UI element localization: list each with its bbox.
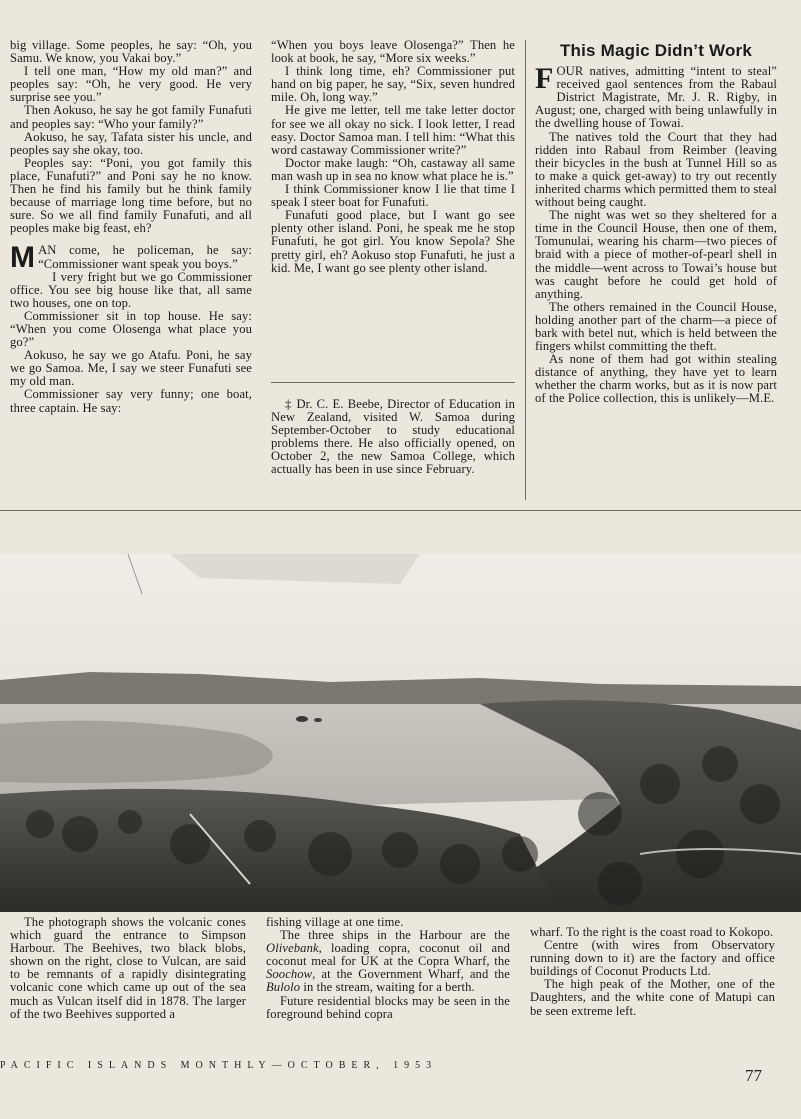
paragraph: The natives told the Court that they had ridden into Rabaul from Reimber (leaving their bicycles in the bush at Tunnel Hill so as to make a quick get-away) to try out recently inherited charms which permitted them to steal without being caught. — [535, 129, 777, 210]
paragraph: Then Aokuso, he say he got family Funafuti and peoples say: “Who your family?” — [10, 103, 252, 131]
paragraph: I think Commissioner know I lie that time I speak I steer boat for Funafuti. — [271, 182, 515, 210]
caption-paragraph: Centre (with wires from Observatory running down to it) are the factory and office buildings of Coconut Products Ltd. — [530, 938, 775, 979]
photo-caption-column-2 — [266, 916, 510, 1021]
divider — [271, 382, 515, 383]
caption-paragraph: wharf. To the right is the coast road to Kokopo. — [530, 925, 774, 939]
article-column-1 — [10, 39, 252, 415]
paragraph: I very fright but we go Commissioner office. You see big house like that, all same two houses, one on top. — [10, 269, 252, 310]
paragraph: Funafuti good place, but I want go see plenty other island. Poni, he speak me he stop Funafuti, he got girl. You know Sepola? She pretty girl, eh? Aokuso stop Funafuti, he just a kid. Me, I want go see plenty other island. — [271, 208, 515, 275]
paragraph: Aokuso, he say, Tafata sister his uncle, and peoples say she okay, too. — [10, 129, 252, 157]
paragraph: Aokuso, he say we go Atafu. Poni, he say we go Samoa. Me, I say we steer Funafuti see my old man. — [10, 348, 252, 389]
caption-text: in the stream, waiting for a berth. — [300, 980, 475, 995]
paragraph: Commissioner say very funny; one boat, three captain. He say: — [10, 387, 252, 415]
harbour-photograph — [0, 554, 801, 912]
page-footer — [0, 1060, 801, 1090]
caption-paragraph: The high peak of the Mother, one of the Daughters, and the white cone of Matupi can be seen extreme left. — [530, 977, 775, 1018]
paragraph: The night was wet so they sheltered for a time in the Council House, then one of them, Tomunulai, wearing his charm—two pieces of braid with a piece of mother-of-pearl shell in the middle—went across to Towai’s house but was caught before he could get hold of anything. — [535, 208, 777, 301]
paragraph: I tell one man, “How my old man?” and peoples say: “Oh, he very good. He very surprise see you.” — [10, 64, 252, 105]
paragraph-text: AN come, he policeman, he say: “Commissioner want speak you boys.” — [38, 243, 252, 271]
paragraph: As none of them had got within stealing distance of anything, they have yet to learn whether the charm works, but as it is now part of the Police collection, this is unlikely—M.E. — [535, 352, 777, 406]
photo-caption-column-3 — [530, 926, 775, 1018]
paragraph: I think long time, eh? Commissioner put hand on big paper, he say, “Six, seven hundred mile. Oh, long way.” — [271, 64, 515, 105]
section-divider — [0, 510, 801, 511]
paragraph-dropcap — [10, 241, 252, 275]
photo-caption-column-1 — [10, 916, 246, 1021]
caption-paragraph: The photograph shows the volcanic cones which guard the entrance to Simpson Harbour. The Beehives, two black blobs, shown on the right, close to Vulcan, are said to be remnants of a rapidly disintegrating volcanic cone which came up out of the sea much as Vulcan itself did in 1878. The larger of the two Beehives supported a — [10, 915, 246, 1021]
news-note — [271, 398, 515, 477]
caption-paragraph: fishing village at one time. — [266, 915, 404, 929]
paragraph: Doctor make laugh: “Oh, castaway all same man wash up in sea no know what place he is.” — [271, 155, 515, 183]
caption-paragraph — [266, 929, 510, 994]
paragraph: Peoples say: “Poni, you got family this place, Funafuti?” and Poni say he no know. Then he find his family but he think family because of marriage long time before, but no sure. So we all find family Funafuti, and all peoples make big feast, eh? — [10, 155, 252, 236]
caption-text: The three ships in the Harbour are the — [280, 928, 510, 943]
paragraph: The others remained in the Council House, holding another part of the charm—a piece of bark with betel nut, which is held between the fingers whilst committing the theft. — [535, 299, 777, 354]
caption-text: , at the Government Wharf, and the — [312, 967, 510, 982]
drop-cap: M — [10, 241, 36, 275]
paragraph: “When you boys leave Olosenga?” Then he look at book, he say, “More six weeks.” — [271, 38, 515, 66]
article-column-2 — [271, 39, 515, 275]
ship-name: Soochow — [266, 967, 313, 982]
paragraph-dropcap — [535, 62, 777, 131]
running-footer: PACIFIC ISLANDS MONTHLY—OCTOBER, 1953 — [0, 1060, 438, 1071]
harbour-photo-illustration — [0, 554, 801, 912]
story-title: This Magic Didn’t Work — [559, 41, 753, 60]
paragraph: Commissioner sit in top house. He say: “When you come Olosenga what place you go?” — [10, 308, 252, 350]
drop-cap: F — [535, 62, 554, 96]
column-divider — [525, 40, 526, 500]
paragraph-text: OUR natives, admitting “intent to steal” received gaol sentences from the Rabaul District Magistrate, Mr. J. R. Rigby, in August; one, charged with being unlawfully in the dwelling house of Towai. — [535, 64, 777, 131]
paragraph: ‡ Dr. C. E. Beebe, Director of Education in New Zealand, visited W. Samoa during September-October to study educational problems there. He also officially opened, on October 2, the new Samoa College, which actually has been in use since February. — [271, 397, 515, 477]
paragraph: big village. Some peoples, he say: “Oh, you Samu. We know, you Vakai boy.” — [10, 38, 252, 66]
article-column-3 — [535, 40, 777, 406]
caption-paragraph: Future residential blocks may be seen in the foreground behind copra — [266, 993, 510, 1021]
paragraph: He give me letter, tell me take letter doctor for see we all okay no sick. I look letter, I read easy. Doctor Samoa man. I tell him: “What this word castaway Commissioner write?” — [271, 103, 515, 157]
ship-name: Bulolo — [266, 980, 301, 995]
page-number: 77 — [745, 1066, 762, 1085]
caption-text: , loading copra, coconut oil and coconut meal for UK at the Copra Wharf, the — [266, 941, 510, 969]
ship-name: Olivebank — [266, 941, 319, 956]
